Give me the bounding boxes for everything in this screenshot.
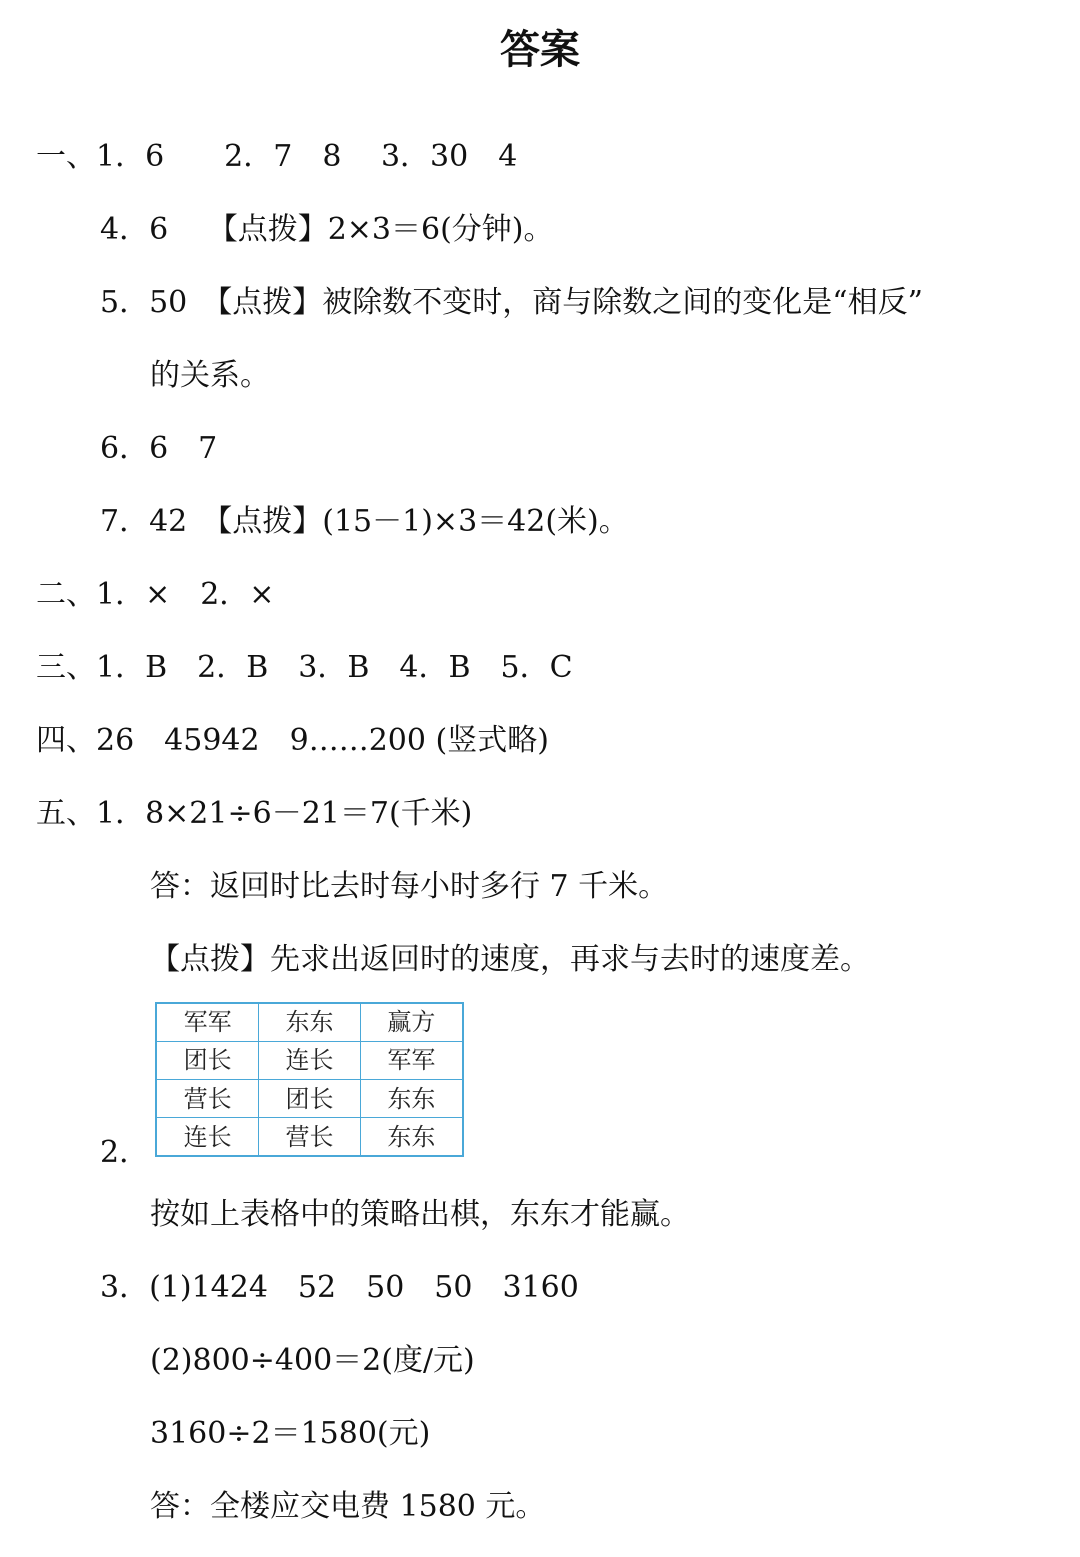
table-cell: 东东	[360, 1118, 462, 1155]
answer-line-10: 五、1．8×21÷6－21＝7(千米)	[36, 796, 473, 831]
answer-line-11: 答：返回时比去时每小时多行 7 千米。	[150, 869, 669, 904]
table-row	[157, 1041, 462, 1079]
answer-line-5: 6．6 7	[100, 431, 218, 466]
answer-line-18: 答：全楼应交电费 1580 元。	[150, 1489, 546, 1524]
table-cell: 军军	[157, 1004, 259, 1041]
table-cell: 团长	[157, 1041, 259, 1079]
answer-line-16: (2)800÷400＝2(度/元)	[150, 1343, 475, 1378]
page-title: 答案	[500, 27, 580, 73]
table-cell: 东东	[259, 1004, 361, 1041]
answer-line-15: 3．(1)1424 52 50 50 3160	[100, 1270, 579, 1305]
answer-line-9: 四、26 45942 9……200 (竖式略)	[36, 723, 549, 758]
table-cell: 连长	[157, 1118, 259, 1155]
table-row	[157, 1079, 462, 1117]
answer-line-17: 3160÷2＝1580(元)	[150, 1416, 431, 1451]
table-cell: 营长	[157, 1079, 259, 1117]
table-cell: 赢方	[360, 1004, 462, 1041]
table-cell: 营长	[259, 1118, 361, 1155]
answer-line-14: 按如上表格中的策略出棋，东东才能赢。	[150, 1197, 690, 1232]
answer-line-12: 【点拨】先求出返回时的速度，再求与去时的速度差。	[150, 942, 870, 977]
table-row	[157, 1004, 462, 1041]
answer-line-4: 的关系。	[150, 358, 270, 393]
answer-line-7: 二、1．× 2．×	[36, 577, 275, 612]
table-row	[157, 1118, 462, 1155]
table-cell: 东东	[360, 1079, 462, 1117]
answer-line-1: 一、1．6 2．7 8 3．30 4	[36, 139, 518, 174]
strategy-table	[155, 1002, 464, 1157]
answer-line-13: 2．	[100, 1135, 150, 1170]
answer-line-6: 7．42 【点拨】(15－1)×3＝42(米)。	[100, 504, 629, 539]
answer-line-3: 5．50 【点拨】被除数不变时，商与除数之间的变化是“相反”	[100, 285, 923, 320]
answer-line-2: 4．6 【点拨】2×3＝6(分钟)。	[100, 212, 554, 247]
answer-line-8: 三、1．B 2．B 3．B 4．B 5．C	[36, 650, 573, 685]
table-cell: 连长	[259, 1041, 361, 1079]
table-cell: 团长	[259, 1079, 361, 1117]
table-cell: 军军	[360, 1041, 462, 1079]
